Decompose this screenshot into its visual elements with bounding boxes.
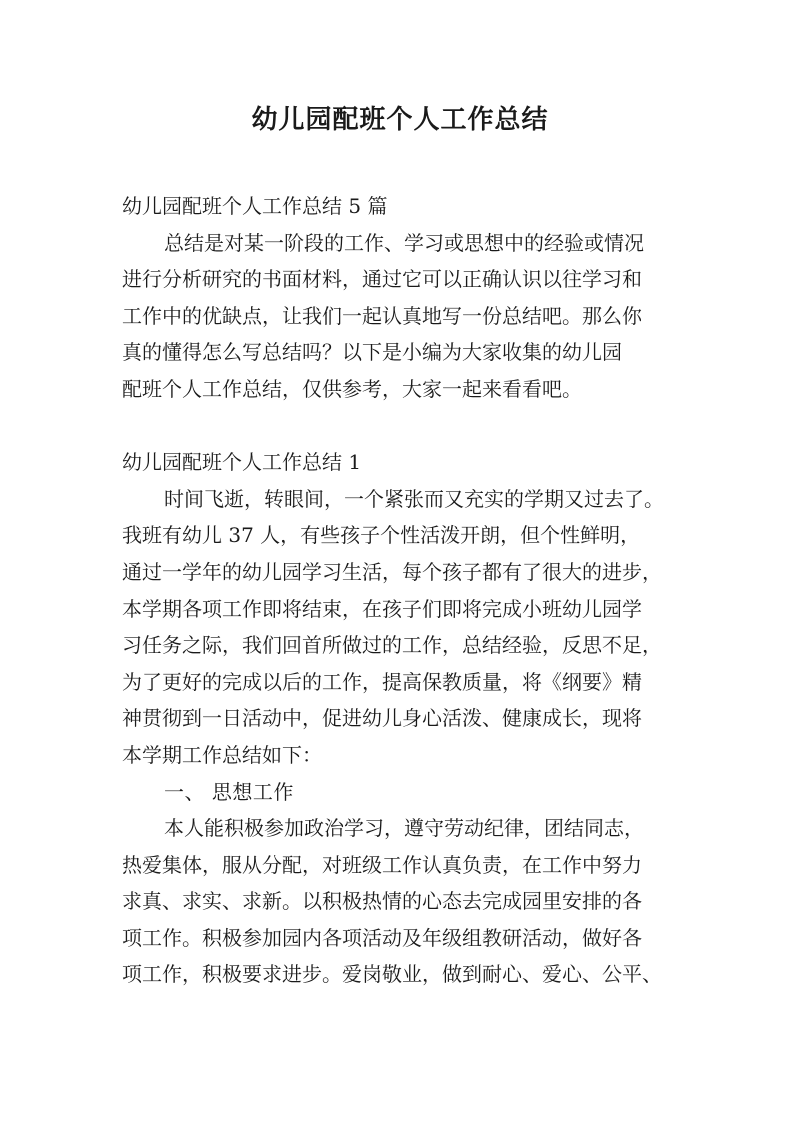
paragraph-line: 进行分析研究的书面材料，通过它可以正确认识以往学习和 [122, 267, 642, 292]
document-subtitle: 幼儿园配班个人工作总结 5 篇 [122, 194, 388, 218]
paragraph-line: 本学期各项工作即将结束，在孩子们即将完成小班幼儿园学 [122, 596, 642, 621]
intro-paragraph [122, 225, 688, 408]
paragraph-line: 总结是对某一阶段的工作、学习或思想中的经验或情况 [164, 230, 644, 255]
paragraph-line: 为了更好的完成以后的工作，提高保教质量，将《纲要》精 [122, 669, 642, 694]
section-heading: 幼儿园配班个人工作总结 1 [122, 450, 362, 475]
document-title: 幼儿园配班个人工作总结 [251, 105, 549, 135]
paragraph-line: 项工作。积极参加园内各项活动及年级组教研活动，做好各 [122, 925, 642, 950]
paragraph-line: 工作中的优缺点，让我们一起认真地写一份总结吧。那么你 [122, 303, 642, 328]
paragraph-line: 求真、求实、求新。以积极热情的心态去完成园里安排的各 [122, 889, 642, 914]
section1-paragraph-2 [122, 810, 688, 993]
paragraph-line: 热爱集体，服从分配，对班级工作认真负责，在工作中努力 [122, 852, 642, 877]
paragraph-line: 我班有幼儿 37 人，有些孩子个性活泼开朗，但个性鲜明， [122, 523, 641, 548]
section-subheading: 一、 思想工作 [164, 779, 294, 804]
paragraph-line: 通过一学年的幼儿园学习生活，每个孩子都有了很大的进步， [122, 559, 662, 584]
section1-paragraph-1 [122, 481, 688, 774]
paragraph-line: 习任务之际，我们回首所做过的工作，总结经验，反思不足， [122, 633, 662, 658]
paragraph-line: 项工作，积极要求进步。爱岗敬业，做到耐心、爱心、公平、 [122, 962, 662, 987]
paragraph-line: 本人能积极参加政治学习，遵守劳动纪律，团结同志， [164, 816, 644, 841]
document-body [122, 188, 688, 993]
paragraph-line: 时间飞逝，转眼间，一个紧张而又充实的学期又过去了。 [164, 486, 664, 511]
paragraph-gap [122, 408, 688, 445]
paragraph-line: 本学期工作总结如下： [122, 742, 322, 767]
paragraph-line: 配班个人工作总结，仅供参考，大家一起来看看吧。 [122, 376, 582, 401]
paragraph-line: 神贯彻到一日活动中，促进幼儿身心活泼、健康成长，现将 [122, 706, 642, 731]
paragraph-line: 真的懂得怎么写总结吗？以下是小编为大家收集的幼儿园 [122, 340, 622, 365]
